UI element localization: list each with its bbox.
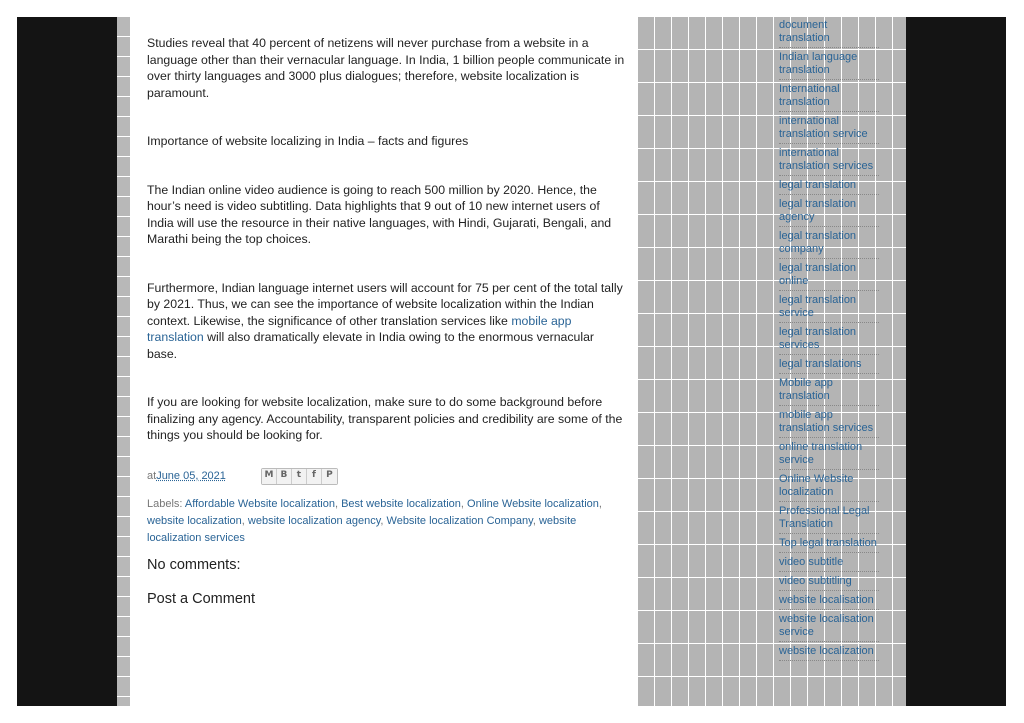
share-buttons: [261, 468, 338, 485]
sidebar-label-link[interactable]: International translation: [779, 83, 879, 112]
sidebar-label-link[interactable]: video subtitling: [779, 575, 879, 591]
left-decorative-strip: [117, 17, 130, 706]
share-row: [147, 468, 617, 486]
paragraph-heading: Importance of website localizing in India – facts and figures: [147, 134, 469, 148]
facebook-icon[interactable]: f: [307, 469, 322, 484]
email-icon[interactable]: M: [262, 469, 277, 484]
sidebar-label-link[interactable]: legal translation company: [779, 230, 879, 259]
sidebar-label-link[interactable]: video subtitle: [779, 556, 879, 572]
label-link[interactable]: Website localization Company: [386, 514, 533, 527]
sidebar-label-link[interactable]: legal translation: [779, 179, 879, 195]
post-labels: Labels: Affordable Website localization, Best website localization, Online Website localization, website localization, website localization agency, Website localization Company, website localization services: [147, 497, 602, 544]
pinterest-icon[interactable]: P: [322, 469, 337, 484]
page-frame: [17, 17, 1006, 706]
sidebar-label-link[interactable]: online translation service: [779, 441, 879, 470]
sidebar-label-link[interactable]: Indian language translation: [779, 51, 879, 80]
post-body: [130, 17, 638, 706]
label-link[interactable]: Best website localization: [341, 497, 461, 510]
sidebar-label-link[interactable]: legal translation service: [779, 294, 879, 323]
sidebar-label-link[interactable]: Top legal translation: [779, 537, 879, 553]
sidebar-label-link[interactable]: Online Website localization: [779, 473, 879, 502]
mobile-app-translation-link[interactable]: mobile app translation: [147, 313, 572, 344]
paragraph-text-before: Furthermore, Indian language internet users will account for 75 per cent of the total tally by 2021. Thus, we can see the importance of website localization within the Indian context. Likewise, the significance of other translation services like: [147, 280, 623, 328]
at-label: at: [147, 470, 157, 483]
sidebar-label-link[interactable]: international translation services: [779, 147, 879, 176]
comments-title: No comments:: [147, 556, 241, 573]
label-link[interactable]: Online Website localization: [467, 497, 599, 510]
sidebar-label-link[interactable]: international translation service: [779, 115, 879, 144]
sidebar-label-link[interactable]: website localisation: [779, 594, 879, 610]
sidebar-label-link[interactable]: mobile app translation services: [779, 409, 879, 438]
paragraph-video-audience: The Indian online video audience is going to reach 500 million by 2020. Hence, the hour’s need is video subtitling. Data highlights that 9 out of 10 new internet users of India will use the resource in their native languages, with Hindi, Gujarati, Bengali, and Marathi being the top choices.: [147, 182, 612, 246]
label-link[interactable]: website localization services: [147, 514, 577, 544]
sidebar-label-link[interactable]: Mobile app translation: [779, 377, 879, 406]
paragraph-text-after: will also dramatically elevate in India owing to the enormous vernacular base.: [147, 330, 595, 361]
sidebar-labels-list: [779, 19, 879, 664]
label-link[interactable]: website localization agency: [247, 514, 381, 527]
right-dark-panel: [906, 17, 1006, 706]
paragraph-advice: If you are looking for website localization, make sure to do some background before finalizing any agency. Accountability, transparent policies and credibility are some of the things you should be looking for.: [147, 395, 623, 442]
sidebar-label-link[interactable]: legal translation agency: [779, 198, 879, 227]
post-footer: [147, 468, 617, 547]
post-timestamp-link[interactable]: June 05, 2021: [156, 470, 226, 483]
twitter-icon[interactable]: t: [292, 469, 307, 484]
post-comment-heading: Post a Comment: [147, 591, 255, 607]
labels-prefix: Labels:: [147, 497, 185, 510]
sidebar-label-link[interactable]: website localisation service: [779, 613, 879, 642]
sidebar-label-link[interactable]: legal translation online: [779, 262, 879, 291]
paragraph-internet-users: [147, 280, 627, 363]
sidebar-label-link[interactable]: document translation: [779, 19, 879, 48]
label-link[interactable]: website localization: [147, 514, 242, 527]
sidebar-label-link[interactable]: legal translation services: [779, 326, 879, 355]
paragraph-intro: Studies reveal that 40 percent of netizens will never purchase from a website in a language other than their vernacular language. In India, 1 billion people communicate in over thirty languages and 3000 plus dialogues; therefore, website localization is paramount.: [147, 36, 625, 100]
label-link[interactable]: Affordable Website localization: [184, 497, 335, 510]
sidebar-label-link[interactable]: Professional Legal Translation: [779, 505, 879, 534]
blog-icon[interactable]: B: [277, 469, 292, 484]
sidebar-label-link[interactable]: legal translations: [779, 358, 879, 374]
sidebar-label-link[interactable]: website localization: [779, 645, 879, 661]
